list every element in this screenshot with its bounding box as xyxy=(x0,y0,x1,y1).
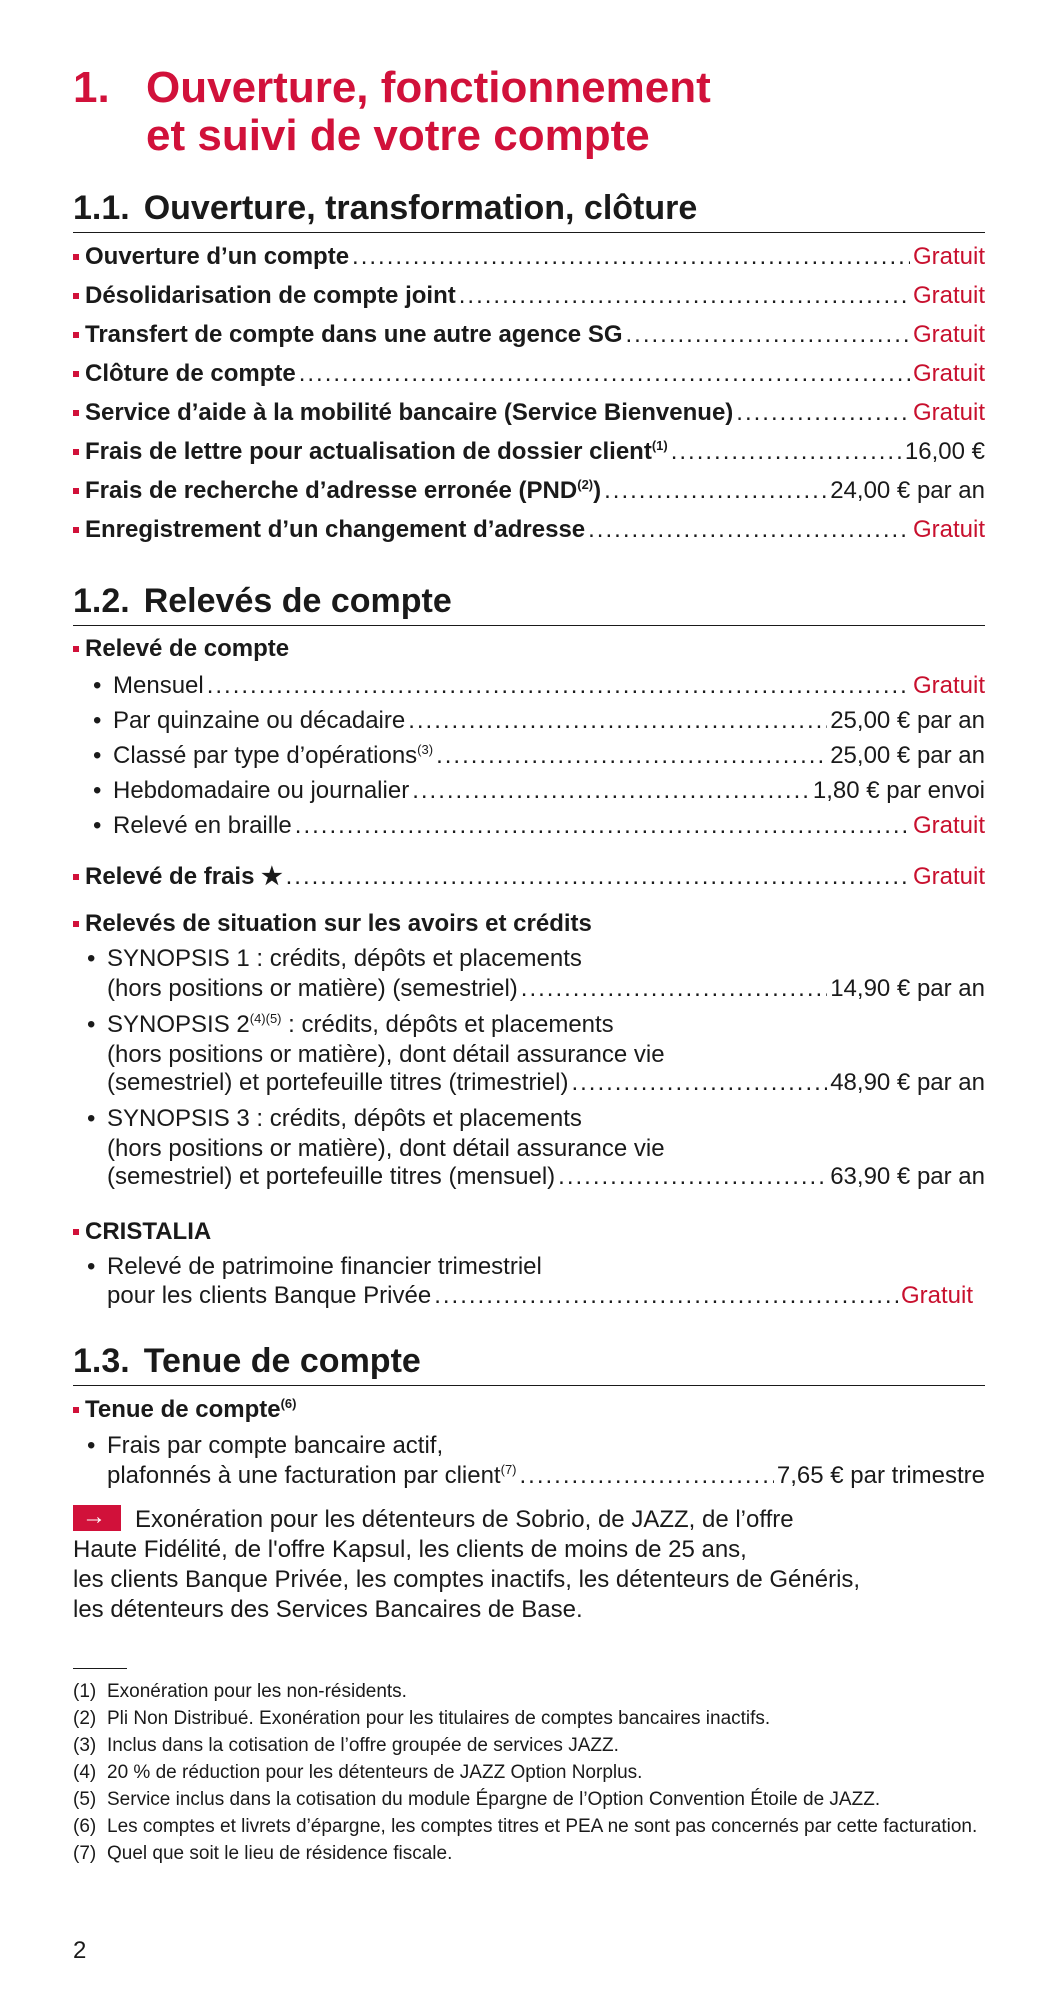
main-title-line1: Ouverture, fonctionnement xyxy=(146,63,711,112)
cristalia-text: pour les clients Banque Privée xyxy=(107,1282,432,1309)
situation-heading-label: Relevés de situation sur les avoirs et crédits xyxy=(85,910,592,937)
tenue-row xyxy=(107,1459,985,1493)
synopsis3-line1: • SYNOPSIS 3 : crédits, dépôts et placements xyxy=(87,1105,582,1132)
fee-label: Frais de recherche d’adresse erronée (PND xyxy=(85,477,578,504)
footnote-number: (1) xyxy=(73,1681,97,1702)
synopsis3-text: (semestriel) et portefeuille titres (mensuel) xyxy=(107,1163,556,1190)
releve-item: • Hebdomadaire ou journalier ..... 1,80 € par envoi xyxy=(73,774,985,808)
footnote-number: (2) xyxy=(73,1708,97,1729)
section-label: Ouverture, transformation, clôture xyxy=(143,189,698,227)
fee-price: Gratuit xyxy=(912,243,985,270)
footnote-ref: (2) xyxy=(577,477,594,492)
note-text: Haute Fidélité, de l'offre Kapsul, les clients de moins de 25 ans, xyxy=(73,1536,747,1563)
red-square-bullet-icon xyxy=(73,488,79,494)
cristalia-heading xyxy=(73,1215,211,1249)
footnote-number: (7) xyxy=(73,1843,97,1864)
fee-price: Gratuit xyxy=(912,863,985,890)
releve-item: • Par quinzaine ou décadaire ..... 25,00 € par an xyxy=(73,704,985,738)
footnote-ref: (7) xyxy=(500,1462,517,1477)
fee-label: Transfert de compte dans une autre agence SG xyxy=(85,321,623,348)
fee-label: Enregistrement d’un changement d’adresse xyxy=(85,516,586,543)
synopsis2-text: (semestriel) et portefeuille titres (trimestriel) xyxy=(107,1069,569,1096)
red-square-bullet-icon xyxy=(73,527,79,533)
section-number: 1.3. xyxy=(73,1342,130,1380)
note-text: les détenteurs des Services Bancaires de Base. xyxy=(73,1596,583,1623)
star-icon: ★ xyxy=(261,863,283,890)
synopsis3-line2: (hors positions or matière), dont détail assurance vie xyxy=(107,1135,665,1162)
footnote xyxy=(73,1813,985,1840)
note-text: les clients Banque Privée, les comptes inactifs, les détenteurs de Généris, xyxy=(73,1566,861,1593)
fee-label: Clôture de compte xyxy=(85,360,296,387)
footnote-number: (6) xyxy=(73,1816,97,1837)
footnote-text: Pli Non Distribué. Exonération pour les titulaires de comptes bancaires inactifs. xyxy=(107,1708,771,1729)
synopsis2-row xyxy=(107,1066,985,1100)
footnote-number: (5) xyxy=(73,1789,97,1810)
situation-heading xyxy=(73,907,592,941)
fee-label: Relevé de frais xyxy=(85,863,255,890)
fee-row xyxy=(73,435,985,469)
footnote xyxy=(73,1678,985,1705)
section-title-1-1 xyxy=(73,188,985,233)
red-square-bullet-icon xyxy=(73,646,79,652)
section-label: Relevés de compte xyxy=(143,582,452,620)
fee-label: Ouverture d’un compte xyxy=(85,243,350,270)
item-label: Relevé en braille xyxy=(113,812,292,839)
exoneration-note xyxy=(73,1505,953,1625)
synopsis1-text: (hors positions or matière) (semestriel) xyxy=(107,975,518,1002)
red-square-bullet-icon xyxy=(73,332,79,338)
item-label: Mensuel xyxy=(113,672,204,699)
cristalia-price: Gratuit xyxy=(900,1282,973,1309)
red-square-bullet-icon xyxy=(73,449,79,455)
section-number: 1.1. xyxy=(73,189,130,227)
red-square-bullet-icon xyxy=(73,1229,79,1235)
synopsis1-row xyxy=(107,972,985,1006)
cristalia-text: Relevé de patrimoine financier trimestriel xyxy=(107,1253,542,1280)
tenue-line1: • Frais par compte bancaire actif, xyxy=(87,1432,444,1459)
document-page xyxy=(73,0,985,2000)
item-label: Par quinzaine ou décadaire xyxy=(113,707,406,734)
synopsis2-line2: (hors positions or matière), dont détail assurance vie xyxy=(107,1041,665,1068)
fee-label: Service d’aide à la mobilité bancaire (Service Bienvenue) xyxy=(85,399,734,426)
synopsis1-line1: • SYNOPSIS 1 : crédits, dépôts et placements xyxy=(87,945,582,972)
tenue-price: 7,65 € par trimestre xyxy=(776,1462,985,1489)
tenue-heading-label: Tenue de compte xyxy=(85,1396,281,1423)
fee-row xyxy=(73,357,985,391)
fee-label: Frais de lettre pour actualisation de dossier client xyxy=(85,438,652,465)
synopsis1-text: SYNOPSIS 1 : crédits, dépôts et placements xyxy=(107,945,582,972)
red-square-bullet-icon xyxy=(73,874,79,880)
fee-price: Gratuit xyxy=(912,360,985,387)
footnotes xyxy=(73,1678,985,1867)
releve-heading xyxy=(73,632,289,666)
main-title xyxy=(73,64,711,160)
synopsis3-row xyxy=(107,1160,985,1194)
right-arrow-icon: → xyxy=(73,1505,121,1531)
item-price: 25,00 € par an xyxy=(830,742,985,769)
section-label: Tenue de compte xyxy=(143,1342,421,1380)
tenue-text: Frais par compte bancaire actif, xyxy=(107,1432,444,1459)
footnote-text: 20 % de réduction pour les détenteurs de JAZZ Option Norplus. xyxy=(107,1762,643,1783)
footnote-text: Les comptes et livrets d’épargne, les comptes titres et PEA ne sont pas concernés par cette facturation. xyxy=(107,1816,978,1837)
fee-label: Désolidarisation de compte joint xyxy=(85,282,456,309)
fee-price: 16,00 € xyxy=(904,438,985,465)
tenue-heading xyxy=(73,1393,296,1427)
main-title-line2: et suivi de votre compte xyxy=(146,111,650,160)
red-square-bullet-icon xyxy=(73,293,79,299)
releve-frais-row xyxy=(73,860,985,894)
item-price: Gratuit xyxy=(912,812,985,839)
footnote-text: Inclus dans la cotisation de l’offre groupée de services JAZZ. xyxy=(107,1735,619,1756)
fee-row xyxy=(73,240,985,274)
footnote xyxy=(73,1732,985,1759)
fee-row xyxy=(73,318,985,352)
synopsis3-text: SYNOPSIS 3 : crédits, dépôts et placements xyxy=(107,1105,582,1132)
item-label: Classé par type d’opérations xyxy=(113,742,418,769)
section-title-1-2 xyxy=(73,581,985,626)
red-square-bullet-icon xyxy=(73,410,79,416)
fee-price: Gratuit xyxy=(912,516,985,543)
releve-item: • Classé par type d’opérations$^{(3)}$ ..... 25,00 € par an xyxy=(73,739,985,773)
synopsis3-price: 63,90 € par an xyxy=(830,1163,985,1190)
item-price: 25,00 € par an xyxy=(830,707,985,734)
footnote-text: Exonération pour les non-résidents. xyxy=(107,1681,407,1702)
item-price: 1,80 € par envoi xyxy=(812,777,985,804)
footnote xyxy=(73,1840,985,1867)
releve-heading-label: Relevé de compte xyxy=(85,635,290,662)
footnote-ref: (3) xyxy=(417,742,434,757)
cristalia-row xyxy=(107,1279,973,1313)
red-square-bullet-icon xyxy=(73,921,79,927)
synopsis2-price: 48,90 € par an xyxy=(830,1069,985,1096)
synopsis1-price: 14,90 € par an xyxy=(830,975,985,1002)
fee-row xyxy=(73,513,985,547)
fee-label-end: ) xyxy=(593,477,602,504)
cristalia-heading-label: CRISTALIA xyxy=(85,1218,212,1245)
synopsis2-line1: • SYNOPSIS $2^{(4)(5)}$ : crédits, dépôts et placements xyxy=(87,1011,614,1038)
footnote-ref: (6) xyxy=(280,1396,297,1411)
fee-price: Gratuit xyxy=(912,321,985,348)
fee-row xyxy=(73,279,985,313)
fee-price: Gratuit xyxy=(912,282,985,309)
item-label: Hebdomadaire ou journalier xyxy=(113,777,410,804)
releve-item: • Mensuel ..... Gratuit xyxy=(73,669,985,703)
footnote-text: Service inclus dans la cotisation du module Épargne de l’Option Convention Étoile de JAZZ. xyxy=(107,1789,881,1810)
footnote-ref: (1) xyxy=(651,438,668,453)
synopsis2-text: SYNOPSIS 2 xyxy=(107,1011,250,1038)
footnote-ref: (4)(5) xyxy=(249,1011,282,1026)
footnote-number: (3) xyxy=(73,1735,97,1756)
releve-item: • Relevé en braille ..... Gratuit xyxy=(73,809,985,843)
footnote xyxy=(73,1705,985,1732)
note-text: Exonération pour les détenteurs de Sobrio, de JAZZ, de l’offre xyxy=(135,1506,794,1533)
cristalia-line1: • Relevé de patrimoine financier trimestriel xyxy=(87,1253,542,1280)
footnote-number: (4) xyxy=(73,1762,97,1783)
footnote xyxy=(73,1759,985,1786)
red-square-bullet-icon xyxy=(73,371,79,377)
red-square-bullet-icon xyxy=(73,254,79,260)
fee-price: Gratuit xyxy=(912,399,985,426)
item-price: Gratuit xyxy=(912,672,985,699)
red-square-bullet-icon xyxy=(73,1407,79,1413)
fee-row xyxy=(73,396,985,430)
section-title-1-3 xyxy=(73,1341,985,1386)
main-title-number: 1. xyxy=(73,63,110,112)
fee-row xyxy=(73,474,985,508)
fee-price: 24,00 € par an xyxy=(830,477,985,504)
section-number: 1.2. xyxy=(73,582,130,620)
footnote xyxy=(73,1786,985,1813)
tenue-text: plafonnés à une facturation par client xyxy=(107,1462,501,1489)
footnote-divider xyxy=(73,1668,127,1669)
footnote-text: Quel que soit le lieu de résidence fiscale. xyxy=(107,1843,453,1864)
synopsis2-text: : crédits, dépôts et placements xyxy=(281,1011,614,1038)
page-number: 2 xyxy=(73,1937,87,1964)
